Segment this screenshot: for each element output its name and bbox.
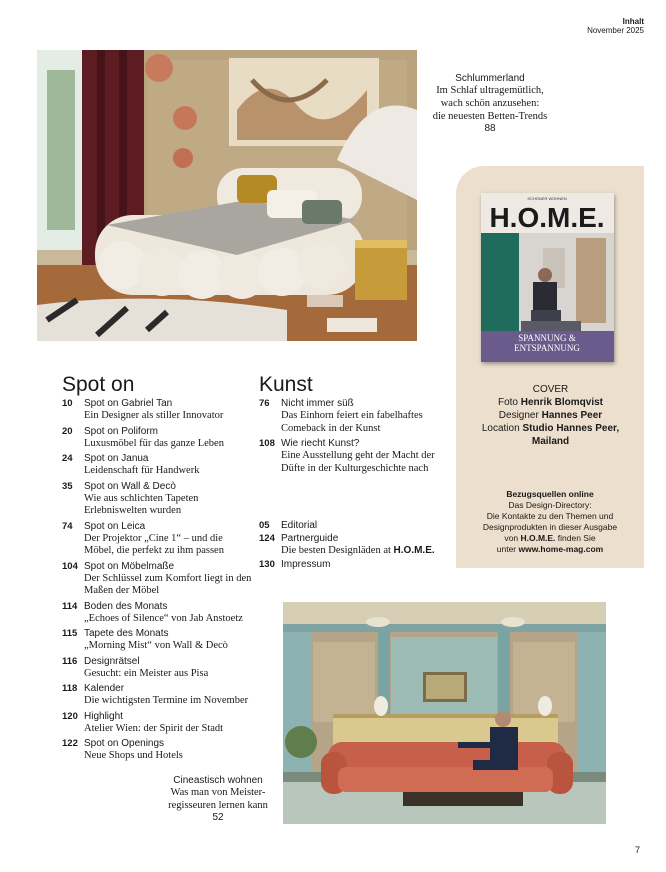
toc-entry[interactable]: [62, 711, 252, 736]
toc-description: Die besten Designläden at H.O.M.E.: [281, 545, 435, 556]
toc-entry[interactable]: [62, 683, 252, 708]
sources-line: von H.O.M.E. finden Sie: [504, 533, 596, 543]
toc-page-number: 108: [259, 438, 275, 449]
credit-name: Studio Hannes Peer,: [522, 423, 620, 434]
toc-entry[interactable]: [62, 521, 252, 558]
toc-title: Spot on Poliform: [84, 425, 158, 437]
sources-line: Die Kontakte zu den Themen und: [486, 511, 614, 521]
toc-page-number: 24: [62, 453, 73, 464]
toc-description: Ein Designer als stiller Innovator: [84, 410, 224, 421]
sources-line: Das Design-Directory:: [508, 500, 592, 510]
toc-description: Die wichtigsten Termine im November: [84, 695, 249, 706]
toc-title: Wie riecht Kunst?: [281, 438, 360, 449]
toc-description: Luxusmöbel für das ganze Leben: [84, 437, 224, 449]
section-heading-kunst: Kunst: [259, 373, 313, 396]
cover-location-credit: [472, 422, 629, 448]
toc-entry-editorial[interactable]: [259, 520, 444, 532]
page-number: 7: [634, 845, 640, 855]
toc-title: Designrätsel: [84, 655, 140, 667]
living-room-photo: [283, 602, 606, 824]
toc-misc: [259, 520, 444, 571]
bedroom-photo: [37, 50, 417, 341]
toc-entry[interactable]: [259, 438, 444, 475]
toc-description: Gesucht: ein Meister aus Pisa: [84, 667, 209, 679]
toc-entry[interactable]: [62, 453, 252, 478]
toc-title: Spot on Janua: [84, 453, 149, 464]
toc-page-number: 20: [62, 425, 73, 437]
toc-page-number: 10: [62, 398, 73, 409]
credit-prefix: Location: [481, 423, 523, 434]
toc-page-number: 74: [62, 520, 73, 532]
cover-mag-title: H.O.M.E.: [489, 202, 605, 233]
toc-page-number: 115: [62, 628, 78, 639]
sources-line: Designprodukten in dieser Ausgabe: [482, 522, 618, 532]
toc-page-number: 118: [62, 683, 78, 694]
cover-headline: SPANNUNG &: [518, 333, 576, 343]
toc-entry[interactable]: [62, 426, 252, 451]
toc-description: Neue Shops und Hotels: [84, 750, 183, 761]
credit-name: Hannes Peer: [541, 410, 603, 421]
toc-description: Der Schlüssel zum Komfort liegt in den Maßen der Möbel: [84, 572, 252, 596]
toc-entry[interactable]: [62, 561, 252, 598]
magazine-cover-image: [481, 193, 614, 362]
caption-top-line: die neuesten Betten-Trends: [432, 111, 548, 122]
toc-description: „Echoes of Silence“ von Jab Anstoetz: [84, 612, 243, 624]
credit-prefix: Designer: [498, 410, 542, 421]
credit-prefix: Foto: [497, 397, 521, 408]
toc-page-number: 120: [62, 710, 78, 722]
toc-title: Nicht immer süß: [281, 398, 354, 409]
caption-bottom: [163, 775, 273, 823]
toc-entry[interactable]: [259, 398, 444, 435]
toc-title: Impressum: [281, 558, 331, 570]
caption-bottom-page: 52: [212, 812, 224, 823]
toc-entry[interactable]: [62, 398, 252, 423]
toc-title: Spot on Leica: [84, 520, 146, 532]
toc-entry[interactable]: [62, 628, 252, 653]
caption-bottom-line: regisseuren lernen kann: [168, 800, 268, 811]
caption-bottom-line: Was man von Meister-: [170, 787, 266, 798]
issue-date: November 2025: [587, 26, 644, 35]
credit-name: Henrik Blomqvist: [520, 397, 604, 408]
toc-title: Boden des Monats: [84, 600, 168, 612]
toc-description: Wie aus schlichten Tapeten Erlebniswelten wurden: [84, 492, 199, 516]
toc-title: Spot on Gabriel Tan: [84, 398, 173, 409]
toc-entry-partnerguide[interactable]: [259, 533, 444, 558]
toc-entry-impressum[interactable]: [259, 559, 444, 571]
toc-description: „Morning Mist“ von Wall & Decò: [84, 640, 228, 651]
toc-title: Kalender: [84, 683, 125, 694]
toc-entry[interactable]: [62, 738, 252, 763]
cover-photo-credit: [472, 396, 629, 409]
cover-tagline: SCHÖNER WOHNEN: [527, 196, 567, 201]
toc-kunst: [259, 398, 444, 478]
toc-page-number: 76: [259, 398, 270, 409]
section-heading-spot-on: Spot on: [62, 373, 135, 396]
caption-top-title: Schlummerland: [455, 73, 525, 84]
sources-title: Bezugsquellen online: [506, 489, 594, 499]
cover-headline: ENTSPANNUNG: [514, 343, 580, 353]
caption-top-line: Im Schlaf ultragemütlich,: [436, 85, 544, 96]
toc-page-number: 05: [259, 520, 270, 531]
toc-page-number: 130: [259, 558, 275, 570]
toc-title: Spot on Openings: [84, 738, 165, 749]
toc-title: Editorial: [281, 520, 318, 531]
toc-page-number: 122: [62, 738, 78, 749]
toc-page-number: 35: [62, 480, 73, 492]
caption-top-page: 88: [484, 123, 496, 134]
cover-designer-credit: [472, 409, 629, 422]
toc-title: Spot on Möbelmaße: [84, 560, 175, 572]
toc-description: Atelier Wien: der Spirit der Stadt: [84, 722, 224, 734]
toc-entry[interactable]: [62, 656, 252, 681]
toc-page-number: 116: [62, 655, 78, 667]
toc-page-number: 104: [62, 560, 78, 572]
section-title: Inhalt: [622, 17, 644, 26]
credit-city: Mailand: [531, 436, 570, 447]
toc-title: Highlight: [84, 710, 123, 722]
toc-title: Partnerguide: [281, 533, 339, 544]
sources-url-line: unter www.home-mag.com: [496, 544, 604, 554]
caption-bottom-title: Cineastisch wohnen: [173, 775, 263, 786]
caption-top-line: wach schön anzusehen:: [440, 98, 540, 109]
toc-page-number: 114: [62, 600, 78, 612]
caption-top: [428, 73, 552, 134]
toc-description: Leidenschaft für Handwerk: [84, 465, 200, 476]
toc-title: Spot on Wall & Decò: [84, 480, 176, 492]
toc-entry[interactable]: [62, 481, 252, 518]
toc-title: Tapete des Monats: [84, 628, 169, 639]
toc-spot-on: [62, 398, 252, 766]
toc-page-number: 124: [259, 533, 275, 544]
sources-url-link[interactable]: www.home-mag.com: [518, 544, 604, 554]
toc-description: Der Projektor „Cine 1“ – und die Möbel, die perfekt zu ihm passen: [84, 532, 224, 556]
toc-entry[interactable]: [62, 601, 252, 626]
sources-note: [466, 489, 634, 555]
toc-description: Das Einhorn feiert ein fabelhaftes Comeback in der Kunst: [281, 410, 423, 434]
toc-description: Eine Ausstellung geht der Macht der Düfte in der Kulturgeschichte nach: [281, 450, 435, 474]
cover-label: COVER: [532, 384, 569, 395]
